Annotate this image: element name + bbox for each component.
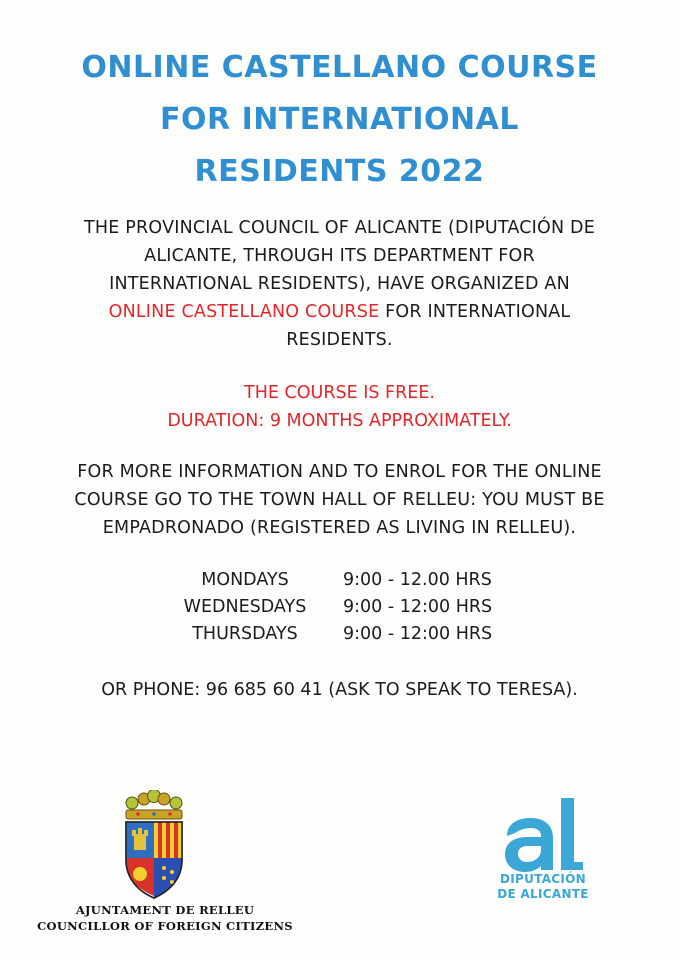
ayuntamiento-name: AJUNTAMENT DE RELLEU xyxy=(75,903,255,917)
intro-line-1: THE PROVINCIAL COUNCIL OF ALICANTE (DIPUTACIÓN DE xyxy=(84,218,595,238)
schedule-row xyxy=(165,594,525,621)
diputacion-line-1: DIPUTACIÓN xyxy=(499,872,587,886)
title-line-3: RESIDENTS 2022 xyxy=(194,154,485,189)
intro-line-5: RESIDENTS. xyxy=(286,330,393,350)
schedule-day: THURSDAYS xyxy=(192,624,298,644)
schedule-day: MONDAYS xyxy=(201,570,289,590)
course-highlight: ONLINE CASTELLANO COURSE xyxy=(108,302,380,322)
ayuntamiento-caption xyxy=(20,902,310,934)
diputacion-caption xyxy=(478,872,608,902)
schedule-day: WEDNESDAYS xyxy=(183,597,307,617)
diputacion-alicante-logo-icon xyxy=(497,796,587,874)
info-line-2: COURSE GO TO THE TOWN HALL OF RELLEU: YOU MUST BE xyxy=(74,490,605,510)
poster-title xyxy=(0,42,679,198)
intro-line-2: ALICANTE, THROUGH ITS DEPARTMENT FOR xyxy=(144,246,535,266)
schedule-row xyxy=(165,621,525,648)
schedule-time: 9:00 - 12:00 HRS xyxy=(343,597,493,617)
intro-paragraph xyxy=(30,214,649,354)
relleu-coat-of-arms-icon xyxy=(118,790,190,900)
schedule-row xyxy=(165,567,525,594)
free-notice: THE COURSE IS FREE. xyxy=(244,383,435,403)
diputacion-line-2: DE ALICANTE xyxy=(497,887,589,901)
title-line-1: ONLINE CASTELLANO COURSE xyxy=(81,50,598,85)
course-notice xyxy=(0,379,679,435)
intro-line-4 xyxy=(30,298,649,326)
phone-contact: OR PHONE: 96 685 60 41 (ASK TO SPEAK TO TERESA). xyxy=(101,680,578,700)
duration-notice: DURATION: 9 MONTHS APPROXIMATELY. xyxy=(167,411,512,431)
info-paragraph xyxy=(30,458,649,542)
crown-icon xyxy=(126,790,182,819)
info-line-1: FOR MORE INFORMATION AND TO ENROL FOR THE ONLINE xyxy=(77,462,602,482)
intro-line-4-rest: FOR INTERNATIONAL xyxy=(379,302,571,322)
title-line-2: FOR INTERNATIONAL xyxy=(160,102,519,137)
info-line-3: EMPADRONADO (REGISTERED AS LIVING IN RELLEU). xyxy=(102,518,577,538)
schedule-time: 9:00 - 12.00 HRS xyxy=(343,570,492,590)
intro-line-3: INTERNATIONAL RESIDENTS), HAVE ORGANIZED AN xyxy=(109,274,570,294)
schedule-table xyxy=(165,567,525,648)
councillor-title: COUNCILLOR OF FOREIGN CITIZENS xyxy=(37,919,293,933)
schedule-time: 9:00 - 12:00 HRS xyxy=(343,624,493,644)
